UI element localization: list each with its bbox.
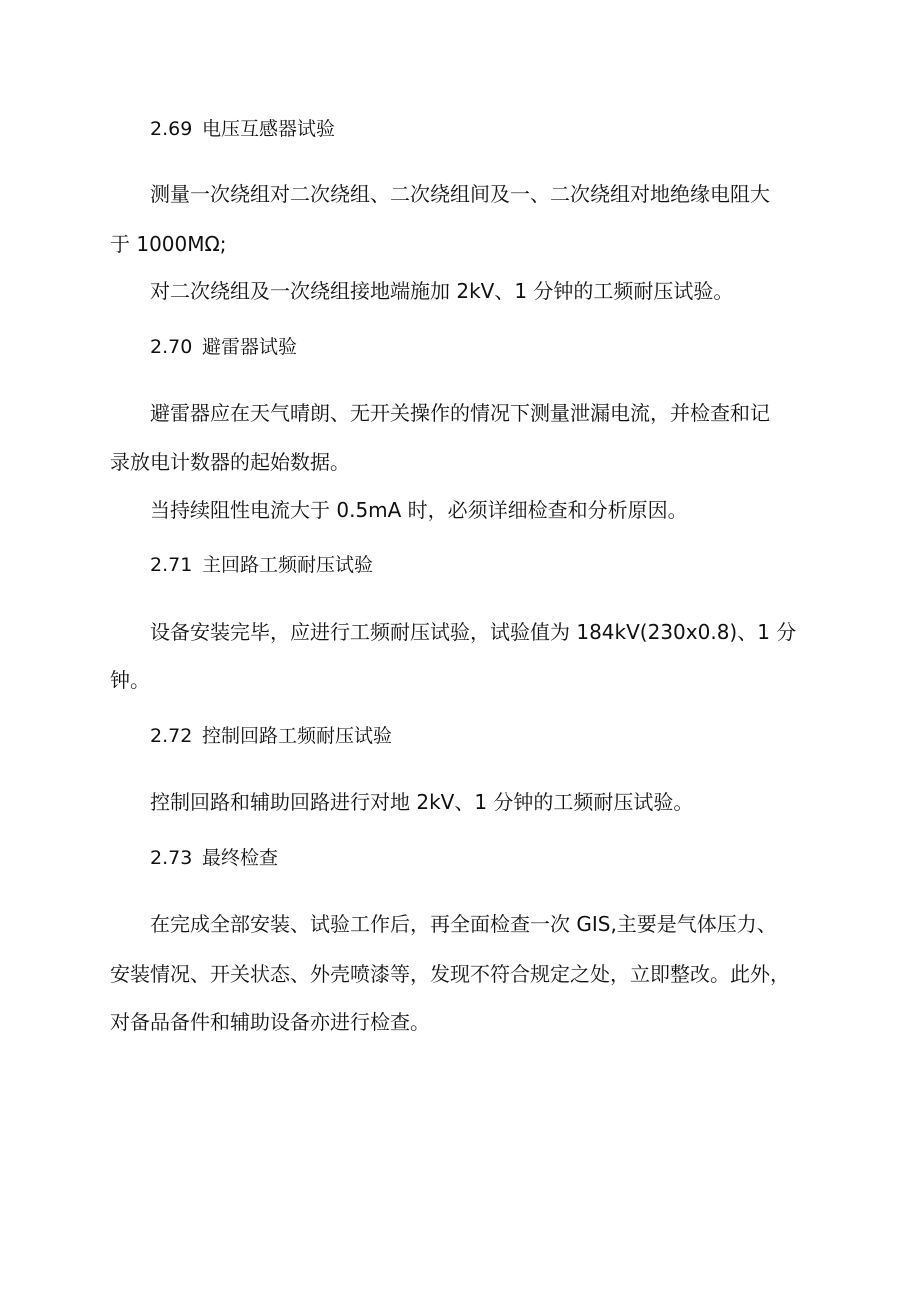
section-number: 2.69 bbox=[150, 118, 193, 140]
section-title: 最终检查 bbox=[202, 847, 279, 869]
section-heading bbox=[150, 722, 860, 750]
paragraph-line: 测量一次绕组对二次绕组、二次绕组间及一、二次绕组对地绝缘电阻大 bbox=[150, 182, 770, 206]
section-number: 2.72 bbox=[150, 725, 193, 747]
paragraph-line: 对备品备件和辅助设备亦进行检查。 bbox=[110, 1010, 430, 1034]
paragraph-line: 控制回路和辅助回路进行对地 2kV、1 分钟的工频耐压试验。 bbox=[150, 790, 694, 814]
section-heading bbox=[150, 115, 860, 143]
section-title: 电压互感器试验 bbox=[202, 118, 336, 140]
section-title: 避雷器试验 bbox=[202, 336, 298, 358]
paragraph-line: 当持续阻性电流大于 0.5mA 时，必须详细检查和分析原因。 bbox=[150, 498, 688, 522]
paragraph-line: 对二次绕组及一次绕组接地端施加 2kV、1 分钟的工频耐压试验。 bbox=[150, 279, 734, 303]
section-number: 2.70 bbox=[150, 336, 193, 358]
section-title: 主回路工频耐压试验 bbox=[202, 554, 374, 576]
paragraph-line: 钟。 bbox=[110, 668, 150, 692]
section-heading bbox=[150, 844, 860, 872]
paragraph-line: 设备安装完毕，应进行工频耐压试验，试验值为 184kV(230x0.8)、1 分 bbox=[150, 620, 797, 644]
paragraph-line: 避雷器应在天气晴朗、无开关操作的情况下测量泄漏电流，并检查和记 bbox=[150, 401, 770, 425]
section-number: 2.73 bbox=[150, 847, 193, 869]
section-heading bbox=[150, 333, 860, 361]
paragraph-line: 安装情况、开关状态、外壳喷漆等，发现不符合规定之处，立即整改。此外， bbox=[110, 962, 790, 986]
paragraph-line: 在完成全部安装、试验工作后，再全面检查一次 GIS,主要是气体压力、 bbox=[150, 912, 777, 936]
section-number: 2.71 bbox=[150, 554, 193, 576]
section-heading bbox=[150, 551, 860, 579]
paragraph-line: 于 1000MΩ; bbox=[110, 232, 227, 256]
paragraph-line: 录放电计数器的起始数据。 bbox=[110, 450, 350, 474]
section-title: 控制回路工频耐压试验 bbox=[202, 725, 393, 747]
